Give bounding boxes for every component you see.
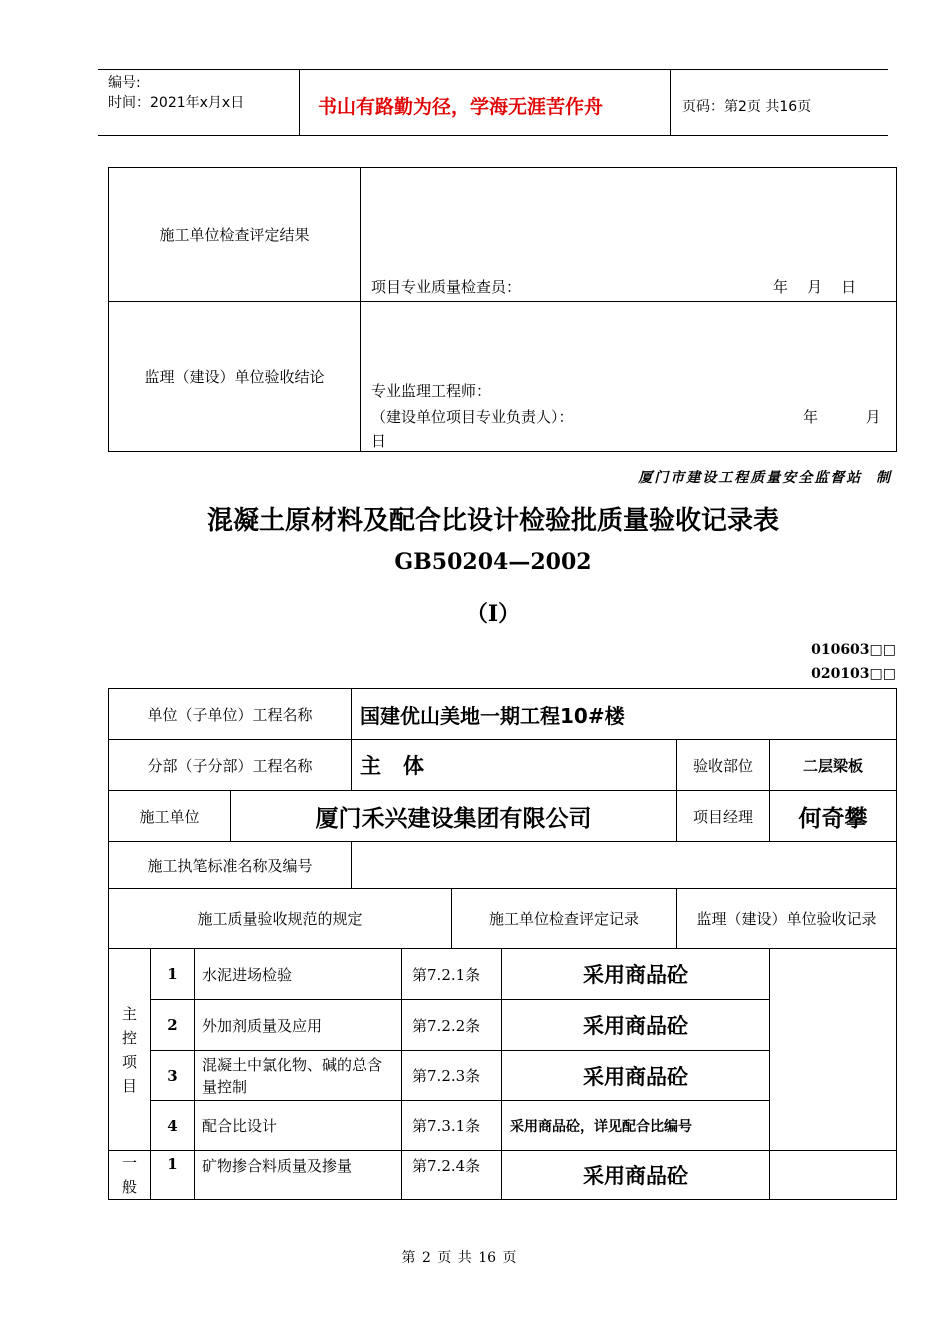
accept-part-value: 二层梁板: [770, 740, 897, 791]
manager-value: 何奇攀: [770, 791, 897, 842]
item-clause: 第7.2.3条: [402, 1051, 502, 1101]
standard-name-label: 施工执笔标准名称及编号: [109, 842, 352, 889]
form-code-2: 020103□□: [811, 666, 896, 682]
general-item-no: 1: [151, 1151, 195, 1200]
contractor-value: 厦门禾兴建设集团有限公司: [231, 791, 677, 842]
item-clause: 第7.3.1条: [402, 1101, 502, 1151]
header-bottom-rule: [98, 135, 888, 136]
owner-representative-label: （建设单位项目专业负责人）：: [371, 408, 574, 426]
supervise-record-general: [770, 1151, 897, 1200]
item-record: 采用商品砼，详见配合比编号: [502, 1101, 770, 1151]
general-item-record: 采用商品砼: [502, 1151, 770, 1200]
page-footer: 第 2 页 共 16 页: [401, 1250, 517, 1266]
item-name: 配合比设计: [195, 1101, 402, 1151]
item-no: 1: [151, 949, 195, 1000]
header-top-rule: [98, 69, 888, 70]
inspector-label: 项目专业质量检查员：: [371, 278, 522, 296]
supervise-record-main: [770, 949, 897, 1151]
general-group-label: 一般: [109, 1151, 151, 1200]
form-roman-number: （I）: [465, 601, 521, 627]
supervisor-date-day: 日: [371, 432, 387, 450]
sub-project-label: 分部（子分部）工程名称: [109, 740, 352, 791]
supervisor-conclusion-label: 监理（建设）单位验收结论: [109, 302, 361, 452]
contractor-label: 施工单位: [109, 791, 231, 842]
item-no: 4: [151, 1101, 195, 1151]
item-record: 采用商品砼: [502, 949, 770, 1000]
item-name: 外加剂质量及应用: [195, 1000, 402, 1051]
unit-project-label: 单位（子单位）工程名称: [109, 689, 352, 740]
accept-part-label: 验收部位: [677, 740, 770, 791]
item-clause: 第7.2.2条: [402, 1000, 502, 1051]
item-no: 3: [151, 1051, 195, 1101]
general-item-clause: 第7.2.4条: [402, 1151, 502, 1200]
sub-project-value: 主 体: [352, 740, 677, 791]
issuer-line: 厦门市建设工程质量安全监督站 制: [638, 470, 892, 486]
item-record: 采用商品砼: [502, 1051, 770, 1101]
header-divider-right: [670, 69, 671, 136]
header-time: 时间：2021年x月x日: [108, 95, 245, 111]
standard-code: GB50204—2002: [394, 549, 592, 575]
standard-name-value: [352, 842, 897, 889]
supervisor-engineer-label: 专业监理工程师：: [371, 382, 492, 400]
header-page-info: 页码：第2页 共16页: [682, 99, 812, 115]
conclusion-table: [108, 167, 897, 452]
manager-label: 项目经理: [677, 791, 770, 842]
col-header-check: 施工单位检查评定记录: [452, 889, 677, 949]
supervisor-date: 年 月: [803, 408, 881, 426]
header-code-label: 编号:: [108, 75, 141, 91]
supervisor-conclusion-cell: [361, 302, 897, 452]
item-name: 水泥进场检验: [195, 949, 402, 1000]
header-motto: 书山有路勤为径，学海无涯苦作舟: [318, 96, 604, 118]
col-header-spec: 施工质量验收规范的规定: [109, 889, 452, 949]
item-no: 2: [151, 1000, 195, 1051]
form-title: 混凝土原材料及配合比设计检验批质量验收记录表: [206, 506, 779, 536]
form-code-1: 010603□□: [811, 642, 896, 658]
item-record: 采用商品砼: [502, 1000, 770, 1051]
header-divider-left: [299, 69, 300, 136]
col-header-supervise: 监理（建设）单位验收记录: [677, 889, 897, 949]
main-control-group-label: 主控项目: [109, 949, 151, 1151]
unit-project-value: 国建优山美地一期工程10#楼: [352, 689, 897, 740]
item-name: 混凝土中氯化物、碱的总含量控制: [195, 1051, 402, 1101]
contractor-result-label: 施工单位检查评定结果: [109, 168, 361, 302]
contractor-result-cell: [361, 168, 897, 302]
inspector-date: 年 月 日: [773, 278, 857, 296]
general-item-name: 矿物掺合料质量及掺量: [195, 1151, 402, 1200]
inspection-form-table: [108, 688, 897, 1200]
item-clause: 第7.2.1条: [402, 949, 502, 1000]
